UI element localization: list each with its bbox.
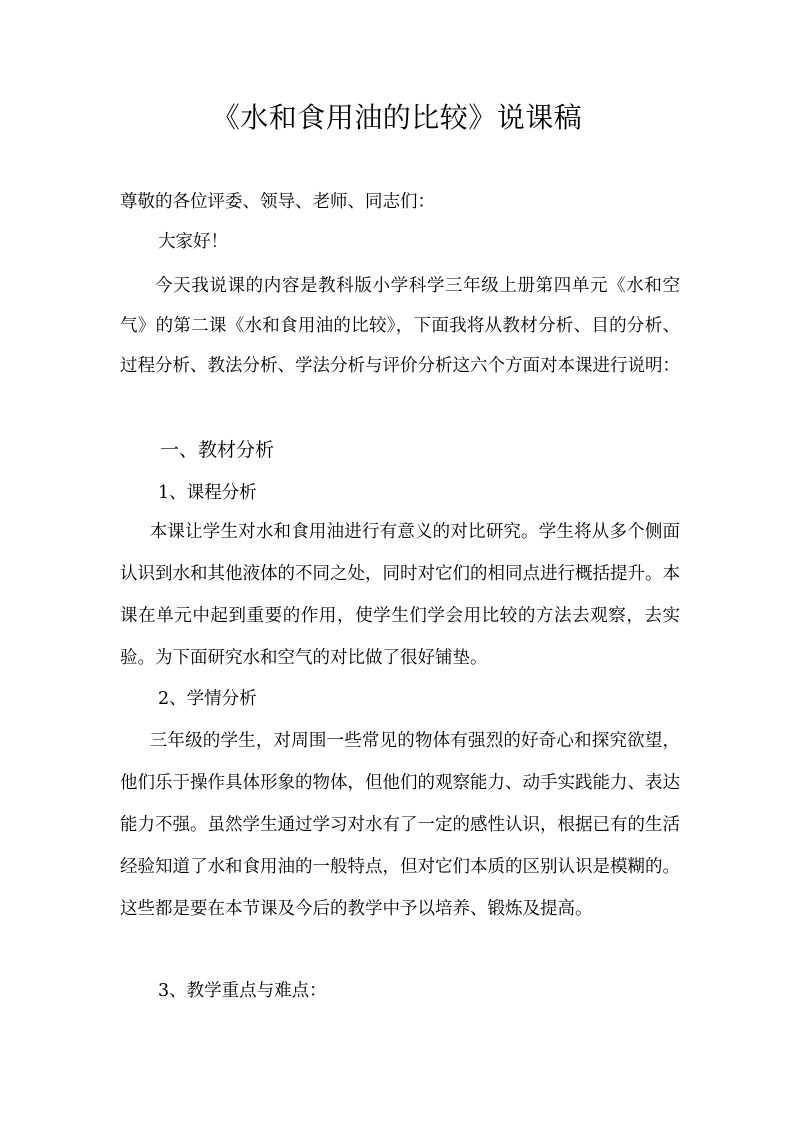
subheading-key-points: 3、教学重点与难点：	[158, 981, 327, 1001]
greeting-line: 尊敬的各位评委、领导、老师、同志们：	[120, 192, 435, 212]
subheading-course-analysis: 1、课程分析	[158, 483, 257, 503]
document-title: 《水和食用油的比较》说课稿	[211, 101, 583, 134]
section-heading-material-analysis: 一、教材分析	[160, 439, 275, 461]
intro-paragraph: 今天我说课的内容是教科版小学科学三年级上册第四单元《水和空气》的第二课《水和食用油的比较》，下面我将从教材分析、目的分析、过程分析、教法分析、学法分析与评价分析这六个方面对本课进行说明：	[120, 276, 680, 376]
subheading-student-analysis: 2、学情分析	[158, 689, 257, 709]
course-analysis-paragraph: 本课让学生对水和食用油进行有意义的对比研究。学生将从多个侧面认识到水和其他液体的不同之处，同时对它们的相同点进行概括提升。本课在单元中起到重要的作用，使学生们学会用比较的方法去观察，去实验。为下面研究水和空气的对比做了很好铺垫。	[120, 522, 680, 668]
student-analysis-paragraph: 三年级的学生，对周围一些常见的物体有强烈的好奇心和探究欲望，他们乐于操作具体形象的物体，但他们的观察能力、动手实践能力、表达能力不强。虽然学生通过学习对水有了一定的感性认识，根据已有的生活经验知道了水和食用油的一般特点，但对它们本质的区别认识是模糊的。这些都是要在本节课及今后的教学中予以培养、锻炼及提高。	[120, 731, 680, 919]
hello-line: 大家好！	[158, 232, 228, 252]
